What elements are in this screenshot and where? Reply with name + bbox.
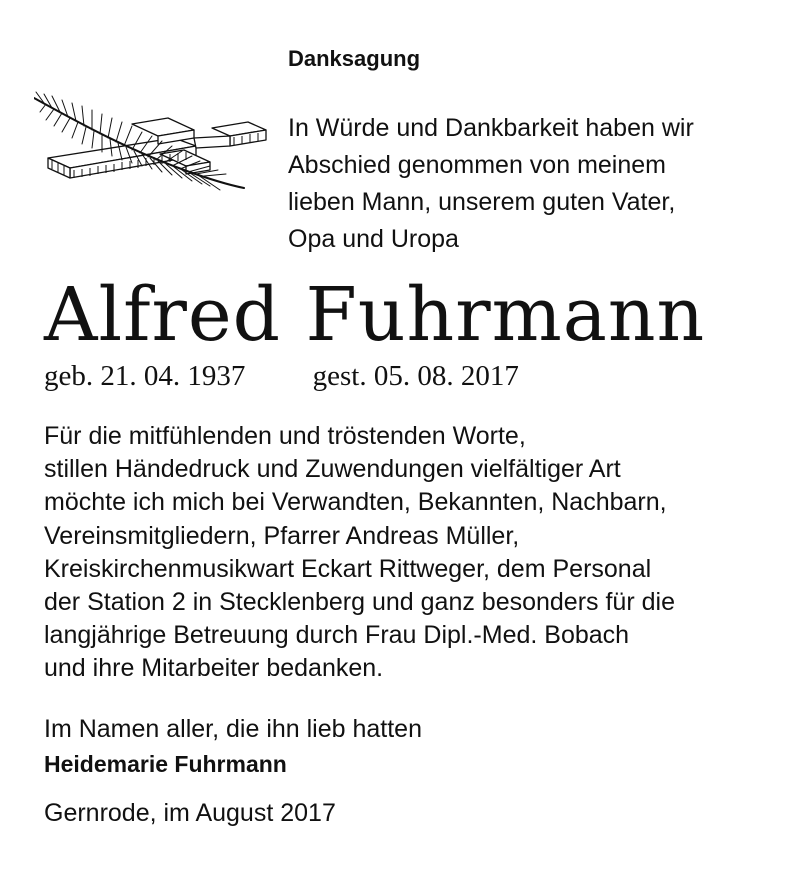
cross-with-palm-frond-icon [34, 90, 274, 205]
intro-line: lieben Mann, unserem guten Vater, [288, 188, 676, 216]
intro-line: Abschied genommen von meinem [288, 151, 666, 179]
thanks-line: Kreiskirchenmusikwart Eckart Rittweger, dem Personal [44, 554, 652, 583]
thanks-line: und ihre Mitarbeiter bedanken. [44, 654, 384, 683]
thanks-line: möchte ich mich bei Verwandten, Bekannten, Nachbarn, [44, 488, 667, 517]
thanks-line: Für die mitfühlenden und tröstenden Worte, [44, 422, 526, 450]
deceased-name: Alfred Fuhrmann [44, 272, 706, 358]
intro-line: In Würde und Dankbarkeit haben wir [288, 114, 694, 142]
life-dates [44, 356, 519, 396]
place-and-date: Gernrode, im August 2017 [44, 799, 336, 827]
thanks-line: stillen Händedruck und Zuwendungen vielfältiger Art [44, 455, 621, 484]
death-date: gest. 05. 08. 2017 [312, 360, 519, 392]
closing-line: Im Namen aller, die ihn lieb hatten [44, 715, 422, 743]
thanks-line: langjährige Betreuung durch Frau Dipl.-Med. Bobach [44, 621, 630, 650]
heading: Danksagung [288, 46, 421, 71]
intro-line: Opa und Uropa [288, 225, 459, 253]
thanks-line: der Station 2 in Stecklenberg und ganz besonders für die [44, 588, 675, 617]
thanks-text [44, 420, 784, 686]
thanks-line: Vereinsmitgliedern, Pfarrer Andreas Müller, [44, 521, 520, 550]
intro-text [288, 110, 778, 258]
signer-name: Heidemarie Fuhrmann [44, 751, 287, 777]
birth-date: geb. 21. 04. 1937 [44, 360, 246, 392]
closing-block [44, 712, 422, 782]
